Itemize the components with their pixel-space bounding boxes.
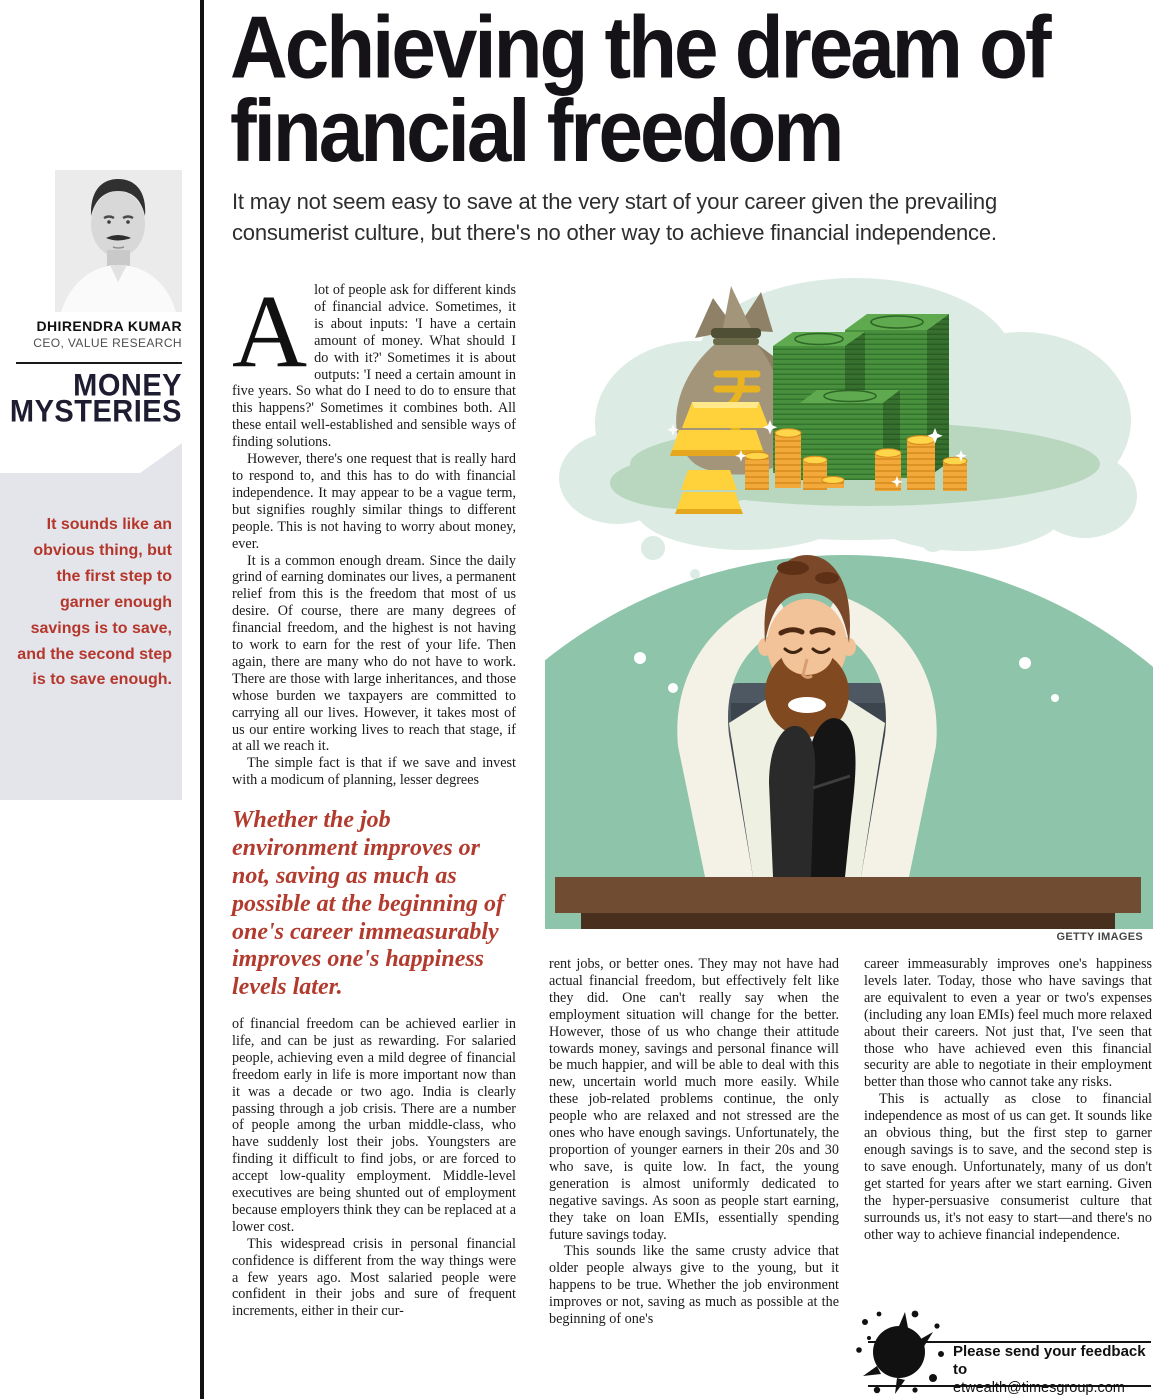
headline-line2: financial freedom bbox=[230, 81, 842, 180]
column-title bbox=[0, 368, 182, 429]
feedback-email: etwealth@timesgroup.com bbox=[953, 1380, 1125, 1396]
desk bbox=[555, 877, 1141, 929]
column-divider bbox=[200, 0, 204, 1399]
paragraph: This sounds like the same crusty advice that older people always give to the young, but it happens to be true. Whether the job environment improves or not, saving as much as possible at the beginning of one's bbox=[549, 1243, 839, 1328]
photo-credit: GETTY IMAGES bbox=[1056, 931, 1143, 943]
paragraph: of financial freedom can be achieved earlier in life, and can be just as rewarding. For salaried people, achieving even a mild degree of financial freedom early in life is more important now than it was a decade or two ago. India is clearly passing through a job crisis. There are a number of people among the urban middle-class, who have suddenly lost their jobs. Youngsters are finding it difficult to find jobs, or are forced to accept low-quality employment. Middle-level executives are being shunted out of employment because employers think they can be replaced at a lower cost. bbox=[232, 1015, 516, 1235]
paragraph: This is actually as close to financial independence as most of us can get. It sounds like an obvious thing, but the first step to garner enough savings is to save, and the second step is to save enough. Unfortunately, many of us don't get started for years after we start earning. Given the hyper-persuasive consumerist culture that surrounds us, it's not easy to start—and there's no other way to achieve financial independence. bbox=[864, 1091, 1152, 1243]
paragraph: Alot of people ask for different kinds of financial advice. Sometimes, it is about inputs: 'I have a certain amount of money. What should I do with it?' Sometimes it is about outputs: 'I need a certain amount in five years. So what do I need to do to ensure that this happens?' Sometimes it combines both. All these entail well-established and sensible ways of finding solutions. bbox=[232, 274, 516, 451]
article-column-2 bbox=[549, 956, 839, 1328]
drop-cap: A bbox=[232, 274, 308, 389]
paragraph: rent jobs, or better ones. They may not have had actual financial freedom, but effectively felt like they did. One can't really say when the employment situation will change for the better. However, those of us who change their attitude towards money, savings and personal finance will be much happier, and will be able to deal with this new, uncertain world much more easily. While these job-related problems continue, the only people who are relaxed and not stressed are the ones who have enough savings. Unfortunately, the proportion of younger earners in their 20s and 30 who save, is quite low. In fact, the young generation is almost uniformly dedicated to negative savings. As soon as people start earning, they take on loan EMIs, essentially spending future savings today. bbox=[549, 956, 839, 1243]
headline-line1: Achieving the dream of bbox=[230, 0, 1049, 97]
article-column-3 bbox=[864, 956, 1152, 1243]
feedback-note bbox=[953, 1343, 1153, 1397]
pull-quote: Whether the job environment improves or not, saving as much as possible at the beginning of one's career immeasurably improves one's happiness levels later. bbox=[232, 807, 505, 1001]
man-head bbox=[758, 555, 856, 737]
crossed-feet bbox=[769, 718, 856, 877]
sidebar-pull-quote: It sounds like an obvious thing, but the first step to garner enough savings is to save, and the second step is to save enough. bbox=[17, 516, 172, 689]
paragraph: This widespread crisis in personal financial confidence is different from the way things were a few years ago. Most salaried people were confident in their jobs and sure of frequent increments, either in their cur- bbox=[232, 1235, 516, 1320]
column-title-line2: MYSTERIES bbox=[9, 394, 182, 429]
column-title-line1: MONEY bbox=[73, 368, 182, 404]
author-photo bbox=[55, 170, 182, 312]
paragraph: career immeasurably improves one's happiness levels later. Today, those who have savings that are equivalent to even a year or two's expenses (including any loan EMIs) feel much more relaxed about their careers. Not just that, I've seen that those who have achieved even this financial security are able to negotiate in their employment better than those who cannot take any risks. bbox=[864, 956, 1152, 1091]
author-role: CEO, VALUE RESEARCH bbox=[33, 336, 182, 350]
feedback-label: Please send your feedback to bbox=[953, 1343, 1146, 1378]
headline bbox=[230, 0, 1150, 180]
paragraph: It is a common enough dream. Since the daily grind of earning dominates our lives, a permanent relief from this is the freedom that most of us desire. Of course, there are many degrees of financial freedom, and the highest is not having to work to earn for the rest of your life. Then again, there are many who do not have to work. There are those with large inheritances, and those whose burden we taxpayers are committed to carrying all our lives. However, it takes most of us our entire working lives to reach that stage, if at all we reach it. bbox=[232, 552, 516, 755]
sidebar-rule bbox=[16, 362, 182, 364]
paragraph: The simple fact is that if we save and invest with a modicum of planning, lesser degrees bbox=[232, 755, 516, 789]
deck: It may not seem easy to save at the very start of your career given the prevailing consumerist culture, but there's no other way to achieve financial independence. bbox=[232, 189, 997, 246]
author-name: DHIRENDRA KUMAR bbox=[36, 318, 182, 334]
ink-splat-icon bbox=[853, 1306, 949, 1399]
daydream-illustration bbox=[545, 268, 1153, 933]
byline bbox=[0, 318, 182, 350]
paragraph: However, there's one request that is really hard to respond to, and this has to do with financial independence. It may appear to be a vague term, but signifies roughly similar things to different people. This is not having to worry about money, ever. bbox=[232, 451, 516, 552]
article-column-1 bbox=[232, 274, 516, 1320]
